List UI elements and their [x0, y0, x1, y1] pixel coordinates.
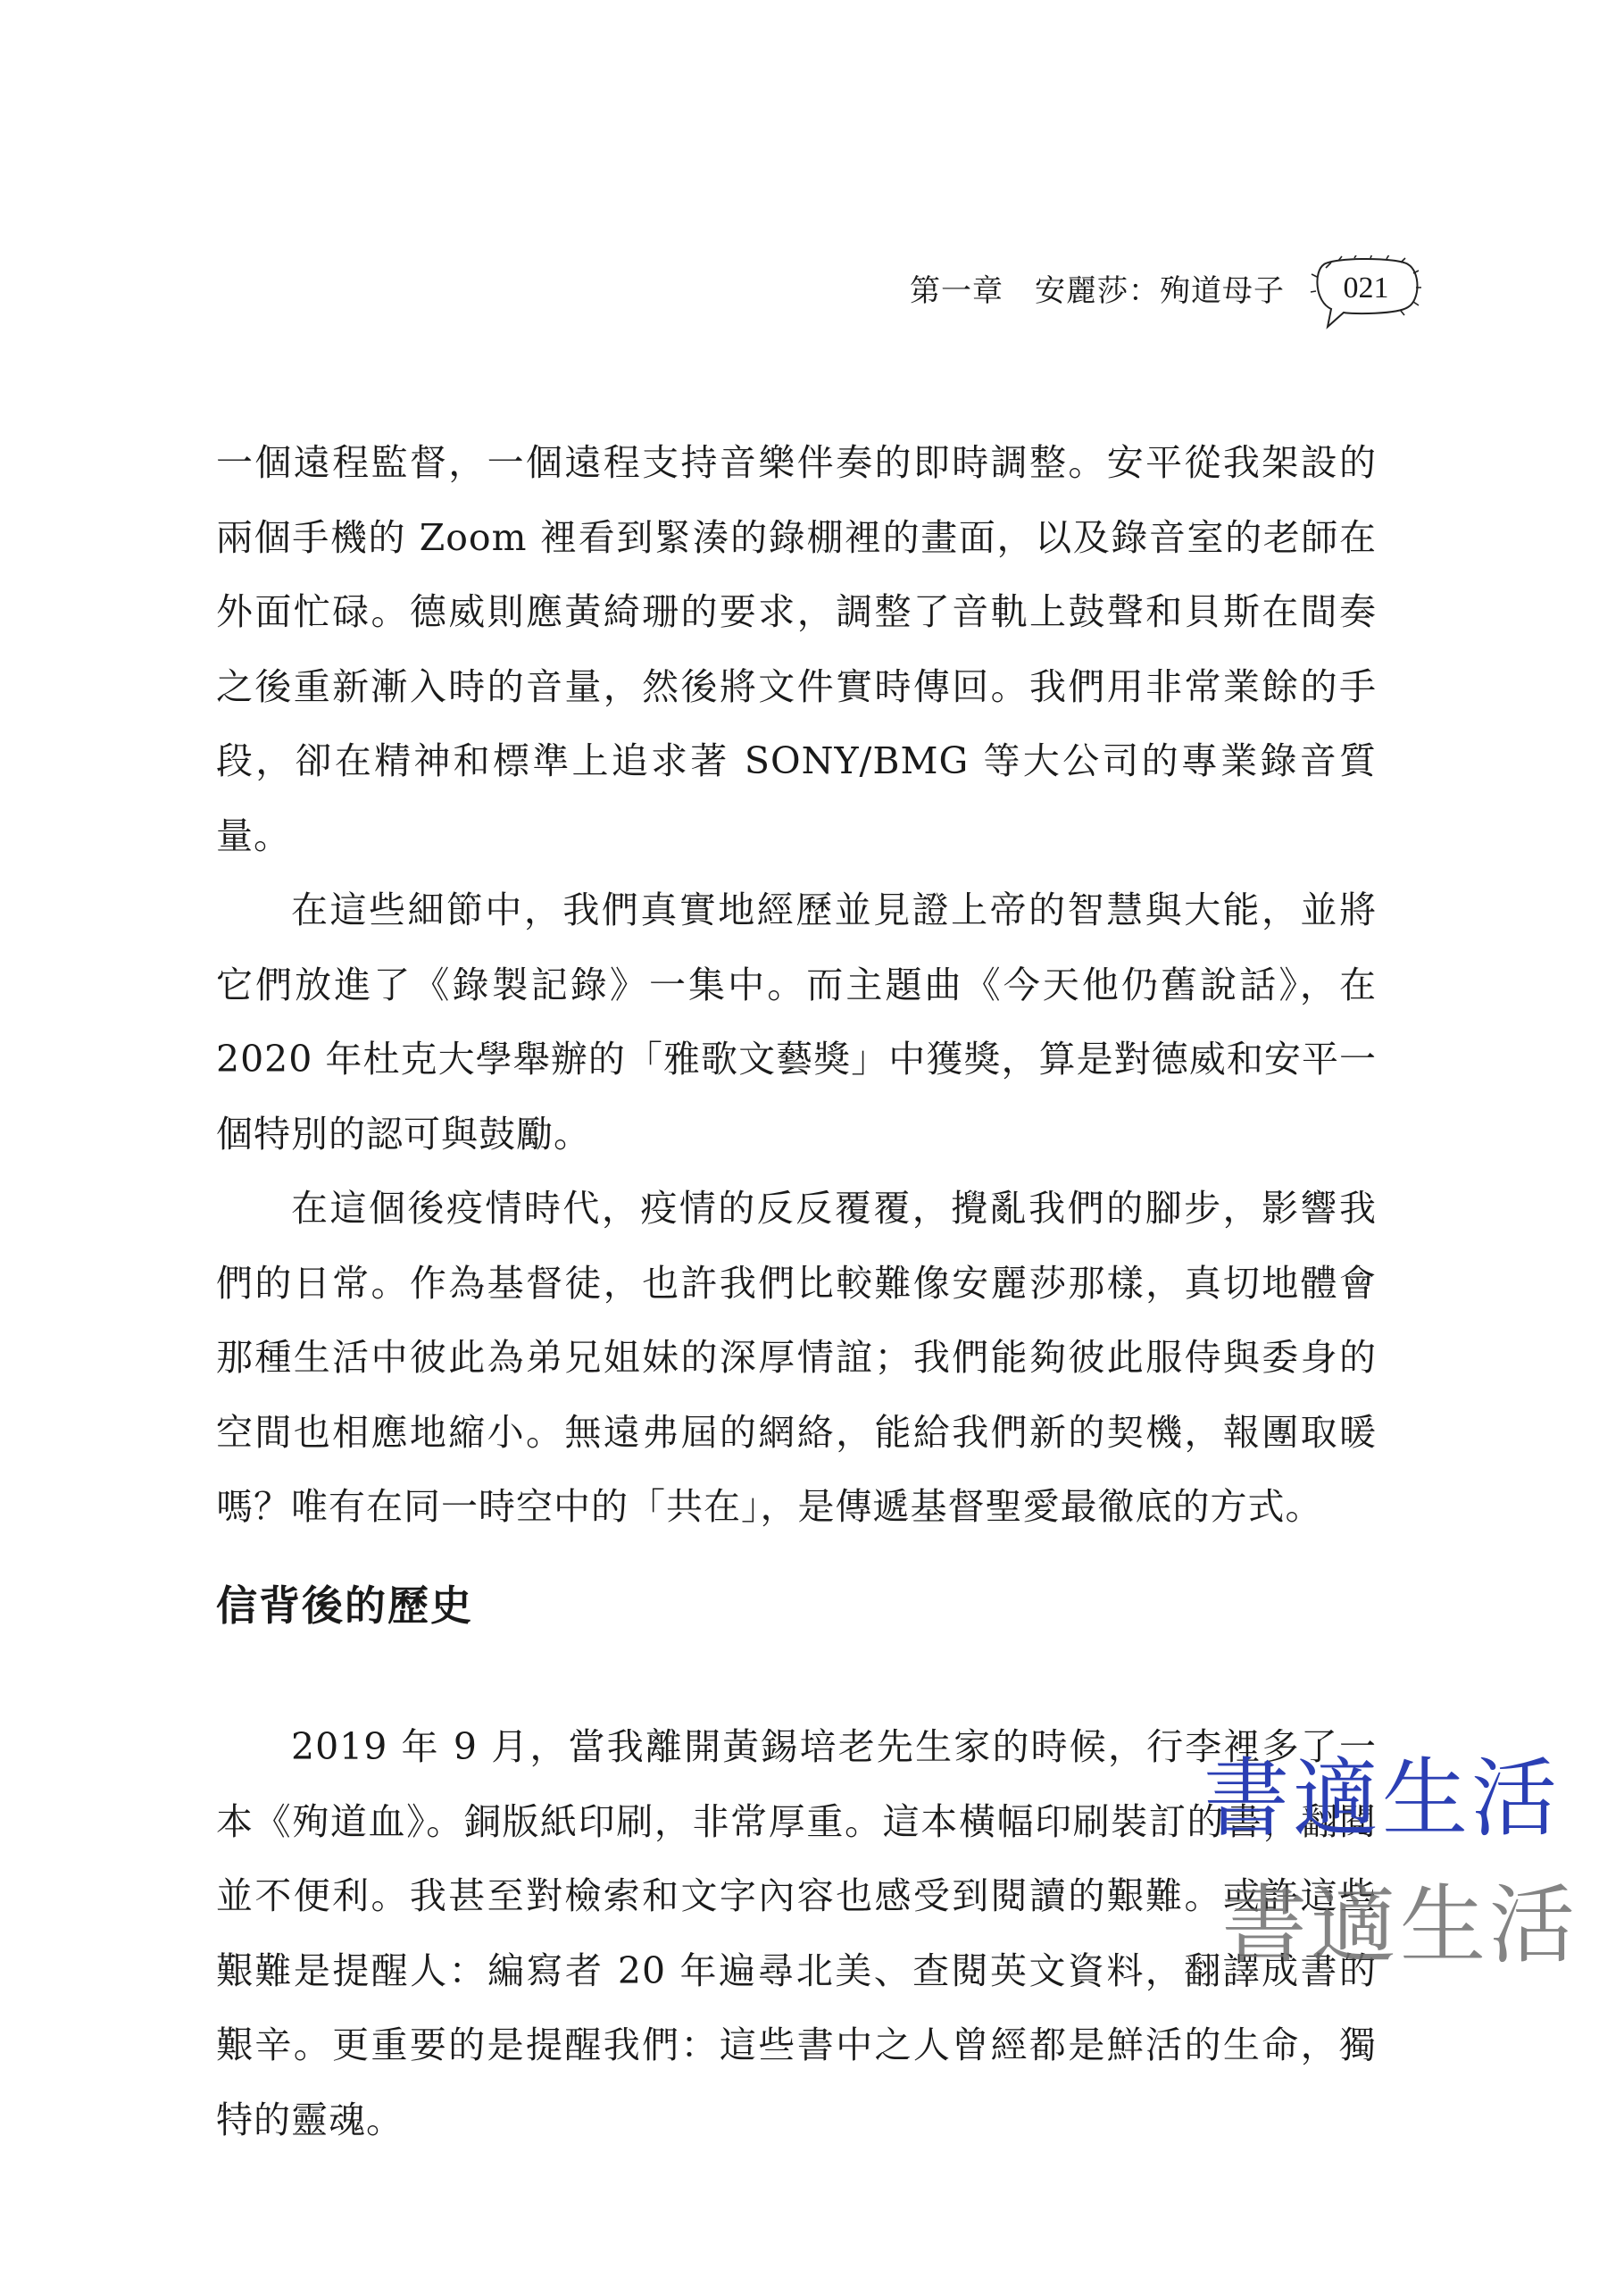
paragraph-4: 2019 年 9 月，當我離開黃錫培老先生家的時候，行李裡多了一本《殉道血》。銅版紙印刷，非常厚重。這本橫幅印刷裝訂的書，翻閱並不便利。我甚至對檢索和文字內容也感受到閱讀的艱難。或許這些艱難是提醒人：編寫者 20 年遍尋北美、查閱英文資料，翻譯成書的艱辛。更重要的是提醒我們：這些書中之人曾經都是鮮活的生命，獨特的靈魂。	[216, 1725, 1377, 2141]
chapter-title: 第一章 安麗莎：殉道母子	[910, 273, 1285, 309]
section-heading: 信背後的歷史	[216, 1581, 473, 1630]
page-number: 021	[1343, 271, 1389, 305]
running-header	[0, 255, 1624, 327]
watermark-blue: 書適生活	[1203, 1748, 1561, 1848]
paragraph-1: 一個遠程監督，一個遠程支持音樂伴奏的即時調整。安平從我架設的兩個手機的 Zoom 裡看到緊湊的錄棚裡的畫面，以及錄音室的老師在外面忙碌。德威則應黃綺珊的要求，調整了音軌上鼓聲和貝斯在間奏之後重新漸入時的音量，然後將文件實時傳回。我們用非常業餘的手段，卻在精神和標準上追求著 SONY/BMG 等大公司的專業錄音質量。	[216, 441, 1377, 857]
body-text-top	[216, 426, 1377, 1545]
paragraph-2: 在這些細節中，我們真實地經歷並見證上帝的智慧與大能，並將它們放進了《錄製記錄》一集中。而主題曲《今天他仍舊說話》，在 2020 年杜克大學舉辦的「雅歌文藝獎」中獲獎，算是對德威和安平一個特別的認可與鼓勵。	[216, 889, 1377, 1156]
page-number-badge	[1308, 255, 1424, 330]
watermark-grey: 書適生活	[1221, 1875, 1578, 1975]
paragraph-3: 在這個後疫情時代，疫情的反反覆覆，攪亂我們的腳步，影響我們的日常。作為基督徒，也許我們比較難像安麗莎那樣，真切地體會那種生活中彼此為弟兄姐妹的深厚情誼；我們能夠彼此服侍與委身的空間也相應地縮小。無遠弗屆的網絡，能給我們新的契機，報團取暖嗎？唯有在同一時空中的「共在」，是傳遞基督聖愛最徹底的方式。	[216, 1187, 1377, 1528]
body-text-section	[216, 1710, 1377, 2157]
